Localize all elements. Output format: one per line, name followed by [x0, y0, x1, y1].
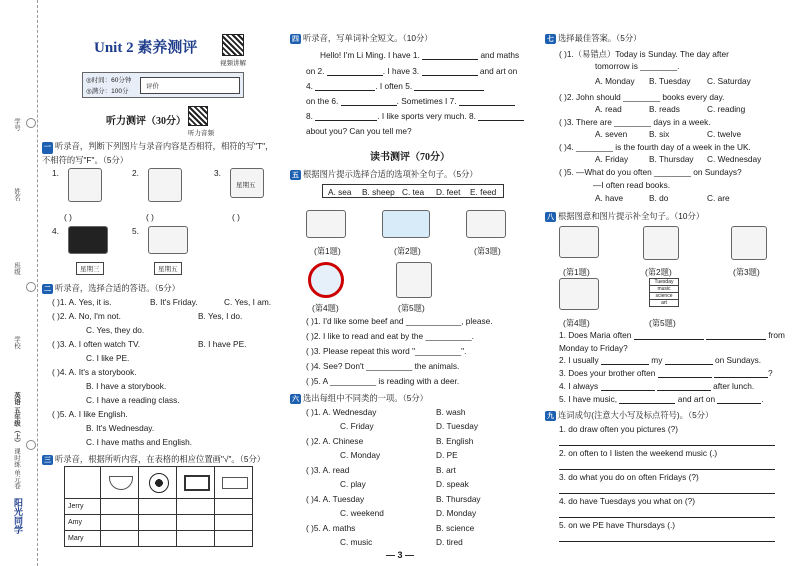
answer-paren[interactable]: ( ): [146, 212, 154, 222]
mc-question-cont: tomorrow is ________.: [595, 61, 680, 71]
word-option: A. sea: [328, 187, 352, 197]
column-left: [42, 0, 282, 566]
question-item: ( )1. A. Yes, it is.: [52, 297, 112, 307]
blank-line[interactable]: [717, 396, 761, 404]
part1-number: 一: [42, 142, 53, 154]
answer-line[interactable]: [559, 534, 775, 542]
mc-question: ( )2. John should ________ books every day.: [559, 92, 725, 102]
part8-instruction-text: 根据图意和图片提示补全句子。（10分）: [558, 211, 705, 221]
option-d: D. Monday: [436, 508, 477, 518]
option-c: C. Yes, they do.: [86, 325, 145, 335]
question-item: ( )3. A. I often watch TV.: [52, 339, 141, 349]
part7-instruction-text: 选择最佳答案。（5分）: [558, 33, 642, 43]
series-label: 课时练 单元卷: [13, 448, 20, 489]
blank-line[interactable]: [714, 370, 768, 378]
binding-hole: [26, 118, 36, 128]
item-number: 3.: [214, 168, 221, 178]
image-caption: (第4题): [312, 303, 339, 313]
boy-soccer-icon: [148, 226, 188, 254]
qr-code-icon[interactable]: [222, 34, 244, 56]
option-d: D. tired: [436, 537, 463, 547]
answer-cell[interactable]: [139, 531, 177, 547]
answer-cell[interactable]: [177, 515, 215, 531]
word-order-item: 3. do what you do on often Fridays (?): [559, 472, 699, 482]
part3-number: 三: [44, 457, 51, 464]
passage-line: about you? Can you tell me?: [306, 126, 412, 136]
schedule-day: Tuesday: [650, 279, 678, 286]
passage-line: on 2. . I have 3. and art on: [306, 66, 518, 76]
blank-line[interactable]: [459, 98, 515, 106]
answer-line[interactable]: [559, 462, 775, 470]
part2-instruction: [42, 282, 180, 294]
word-order-item: 1. do draw often you pictures (?): [559, 424, 678, 434]
desk-icon: [222, 477, 248, 489]
student-number-label: 学号: [13, 118, 20, 131]
blank-line[interactable]: [478, 113, 524, 121]
blank-line[interactable]: [634, 332, 704, 340]
image-caption: (第1题): [563, 267, 590, 277]
question-item: ( )4. A. It's a storybook.: [52, 367, 137, 377]
part7-instruction: [545, 32, 641, 44]
question-item: ( )2. A. No, I'm not.: [52, 311, 121, 321]
option-b: B. science: [436, 523, 475, 533]
column-right: [545, 0, 795, 566]
option-b: B. reads: [649, 104, 680, 114]
student-name: Jerry: [65, 499, 101, 515]
boy-cooking-icon: [559, 278, 599, 310]
option-c: C. Monday: [340, 450, 381, 460]
answer-cell[interactable]: [177, 499, 215, 515]
fill-sentence: ( )2. I like to read and eat by the __________.: [306, 331, 474, 341]
food-bowl-icon: [109, 476, 133, 490]
part8-number: 八: [547, 214, 554, 221]
fill-line: Monday to Friday?: [559, 343, 628, 353]
blank-line[interactable]: [601, 357, 649, 365]
passage-line: Hello! I'm Li Ming. I have 1. and maths: [320, 50, 520, 60]
subject-label: 英语 五年级（上）: [13, 392, 20, 446]
part6-instruction: [290, 392, 428, 404]
passage-line: 4. . I often 5.: [306, 81, 484, 91]
listening-heading: 听力测评（30分）: [106, 116, 186, 127]
option-b: B. six: [649, 129, 670, 139]
blank-line[interactable]: [422, 68, 478, 76]
fill-sentence: ( )5. A __________ is reading with a deer.: [306, 376, 460, 386]
option-b: B. do: [649, 193, 669, 203]
item-number: 4.: [52, 226, 59, 236]
boy-reading-icon: [68, 168, 102, 202]
listening-qr-caption: 听力音频: [188, 130, 214, 137]
image-caption: (第1题): [314, 246, 341, 256]
feet-icon: [466, 210, 506, 238]
answer-cell[interactable]: [215, 515, 253, 531]
option-b: B. Thursday: [649, 154, 694, 164]
answer-cell[interactable]: [139, 515, 177, 531]
part4-instruction: [290, 32, 433, 44]
blank-line[interactable]: [422, 52, 478, 60]
binding-hole: [26, 440, 36, 450]
class-label: 班级: [13, 262, 20, 275]
blank-line[interactable]: [414, 83, 484, 91]
part5-instruction-text: 根据图片提示选择合适的选项补全句子。（5分）: [303, 169, 478, 179]
answer-cell[interactable]: [177, 531, 215, 547]
blank-line[interactable]: [657, 383, 711, 391]
boy-football-icon: [731, 226, 767, 260]
image-caption: (第5题): [649, 318, 676, 328]
image-caption: (第3题): [474, 246, 501, 256]
tv-icon: [184, 475, 210, 491]
part7-number: 七: [547, 36, 554, 43]
fill-line: 3. Does your brother often ?: [559, 368, 773, 378]
blank-line[interactable]: [315, 83, 375, 91]
blank-line[interactable]: [341, 98, 397, 106]
mc-question-cont: —I often read books.: [593, 180, 671, 190]
part4-instruction-text: 听录音，写单词补全短文。（10分）: [303, 33, 433, 43]
option-a: A. seven: [595, 129, 628, 139]
part1-instruction: [42, 140, 280, 166]
answer-line[interactable]: [559, 438, 775, 446]
answer-cell[interactable]: [215, 531, 253, 547]
answer-paren[interactable]: ( ): [64, 212, 72, 222]
fill-line: 5. I have music, and art on .: [559, 394, 764, 404]
brand-logo: 阳光同学: [13, 498, 23, 534]
option-c: C. Wednesday: [707, 154, 762, 164]
fill-line: 1. Does Maria often from: [559, 330, 785, 340]
option-b: B. It's Friday.: [150, 297, 198, 307]
item-number: 5.: [132, 226, 139, 236]
option-c: C. I have maths and English.: [86, 437, 193, 447]
part9-instruction-text: 连词成句(注意大小写及标点符号)。（5分）: [558, 410, 714, 420]
part1-instruction-text: 听录音，判断下列图片与录音内容是否相符，相符的写"T"，不相符的写"F"。（5分）: [42, 141, 274, 165]
item-number: 2.: [132, 168, 139, 178]
schedule-card: [649, 278, 679, 307]
option-d: D. PE: [436, 450, 458, 460]
soccer-ball-icon: [149, 473, 169, 493]
word-order-item: 5. on we PE have Thursdays (.): [559, 520, 676, 530]
answer-cell[interactable]: [101, 515, 139, 531]
option-c: C. Yes, I am.: [224, 297, 272, 307]
image-caption: (第2题): [394, 246, 421, 256]
blank-line[interactable]: [665, 357, 713, 365]
option-a: A. Monday: [595, 76, 635, 86]
option-c: C. I have a reading class.: [86, 395, 180, 405]
mc-question: ( )3. There are ________ days in a week.: [559, 117, 711, 127]
answer-cell[interactable]: [101, 499, 139, 515]
boy-thinking-icon: [148, 168, 182, 202]
part6-instruction-text: 选出每组中不同类的一项。（5分）: [303, 393, 428, 403]
option-b: B. art: [436, 465, 456, 475]
mc-question: ( )4. ________ is the fourth day of a week in the UK.: [559, 142, 751, 152]
option-b: B. wash: [436, 407, 466, 417]
fill-sentence: ( )4. See? Don't __________ the animals.: [306, 361, 460, 371]
blank-line[interactable]: [327, 68, 383, 76]
option-c: C. I like PE.: [86, 353, 130, 363]
part5-instruction: [290, 168, 478, 180]
part8-instruction: [545, 210, 704, 222]
odd-one-item: ( )5. A. maths: [306, 523, 356, 533]
part2-number: 二: [44, 286, 51, 293]
part6-number: 六: [292, 396, 299, 403]
mc-question: ( )5. —What do you often ________ on Sundays?: [559, 167, 742, 177]
day-tag: 星期三: [76, 262, 104, 275]
reading-heading: 读书测评（70分）: [370, 152, 450, 163]
option-b: B. It's Wednesday.: [86, 423, 155, 433]
part3-instruction: [42, 453, 265, 465]
option-b: B. Tuesday: [649, 76, 691, 86]
option-b: B. Yes, I do.: [198, 311, 243, 321]
column-middle: [290, 0, 536, 566]
schedule-subject: science: [650, 293, 678, 300]
answer-cell[interactable]: [139, 499, 177, 515]
part5-number: 五: [292, 172, 299, 179]
option-a: A. have: [595, 193, 624, 203]
time-limit: ◎时间：60分钟: [86, 77, 132, 84]
fill-line: 2. I usually my on Sundays.: [559, 355, 762, 365]
qr-caption: 视频讲解: [220, 60, 246, 67]
image-caption: (第3题): [733, 267, 760, 277]
option-c: C. music: [340, 537, 373, 547]
question-item: ( )5. A. I like English.: [52, 409, 128, 419]
part3-instruction-text: 听录音，根据所听内容，在表格的相应位置画"√"。（5分）: [55, 454, 266, 464]
option-a: A. read: [595, 104, 622, 114]
blank-line[interactable]: [658, 370, 712, 378]
blank-line[interactable]: [601, 383, 655, 391]
girl-washing-icon: [643, 226, 679, 260]
day-tag: 星期五: [154, 262, 182, 275]
student-name: Mary: [65, 531, 101, 547]
answer-line[interactable]: [559, 510, 775, 518]
option-d: D. speak: [436, 479, 469, 489]
word-order-item: 2. on often to I listen the weekend music (.): [559, 448, 718, 458]
grade-label: 评价: [146, 83, 159, 90]
no-feeding-sign-icon: [308, 262, 344, 298]
option-c: C. Saturday: [707, 76, 751, 86]
option-b: B. I have PE.: [198, 339, 247, 349]
option-c: C. are: [707, 193, 730, 203]
qr-code-icon[interactable]: [188, 106, 208, 126]
mc-question: ( )1.（易错点）Today is Sunday. The day after: [559, 49, 729, 59]
option-c: C. play: [340, 479, 366, 489]
calendar-day: 星期五: [236, 182, 256, 189]
fill-sentence: ( )3. Please repeat this word "__________".: [306, 346, 467, 356]
part9-number: 九: [547, 413, 554, 420]
option-b: B. I have a storybook.: [86, 381, 167, 391]
option-b: B. Thursday: [436, 494, 481, 504]
option-c: C. weekend: [340, 508, 384, 518]
part9-instruction: [545, 409, 713, 421]
option-c: C. reading: [707, 104, 746, 114]
page-number: — 3 —: [386, 550, 415, 560]
word-option: E. feed: [470, 187, 497, 197]
item-number: 1.: [52, 168, 59, 178]
food-plate-icon: [306, 210, 346, 238]
odd-one-item: ( )2. A. Chinese: [306, 436, 364, 446]
answer-line[interactable]: [559, 486, 775, 494]
option-c: C. twelve: [707, 129, 742, 139]
binding-hole: [26, 282, 36, 292]
computer-icon: [559, 226, 599, 258]
student-name: Amy: [65, 515, 101, 531]
odd-one-item: ( )4. A. Tuesday: [306, 494, 365, 504]
image-caption: (第5题): [398, 303, 425, 313]
word-option: B. sheep: [362, 187, 395, 197]
blank-line[interactable]: [315, 113, 377, 121]
passage-line: on the 6. . Sometimes I 7.: [306, 96, 515, 106]
listening-table: [64, 466, 253, 547]
name-label: 姓名: [13, 188, 20, 201]
fill-sentence: ( )1. I'd like some beef and ____________, please.: [306, 316, 493, 326]
word-option: C. tea: [402, 187, 425, 197]
answer-paren[interactable]: ( ): [232, 212, 240, 222]
option-d: D. Tuesday: [436, 421, 478, 431]
word-order-item: 4. do have Tuesdays you what on (?): [559, 496, 696, 506]
schedule-subject: art: [661, 300, 667, 306]
odd-one-item: ( )1. A. Wednesday: [306, 407, 377, 417]
fill-line: 4. I always after lunch.: [559, 381, 755, 391]
blank-line[interactable]: [619, 396, 675, 404]
binding-strip: [0, 0, 38, 566]
blank-line[interactable]: [706, 332, 766, 340]
word-option: D. feet: [436, 187, 461, 197]
part4-number: 四: [292, 36, 299, 43]
sheep-reading-icon: [396, 262, 432, 298]
page-title: Unit 2 素养测评: [94, 40, 198, 56]
option-b: B. English: [436, 436, 474, 446]
answer-cell[interactable]: [215, 499, 253, 515]
blackboard-icon: [68, 226, 108, 254]
part2-instruction-text: 听录音，选择合适的答语。（5分）: [55, 283, 180, 293]
sea-icon: [382, 210, 430, 238]
option-c: C. Friday: [340, 421, 374, 431]
image-caption: (第2题): [645, 267, 672, 277]
full-score: ◎满分：100分: [86, 88, 129, 95]
school-label: 学校: [13, 336, 20, 349]
schedule-subject: music: [650, 286, 678, 293]
answer-cell[interactable]: [101, 531, 139, 547]
image-caption: (第4题): [563, 318, 590, 328]
odd-one-item: ( )3. A. read: [306, 465, 350, 475]
option-a: A. Friday: [595, 154, 629, 164]
passage-line: 8. . I like sports very much. 8.: [306, 111, 524, 121]
